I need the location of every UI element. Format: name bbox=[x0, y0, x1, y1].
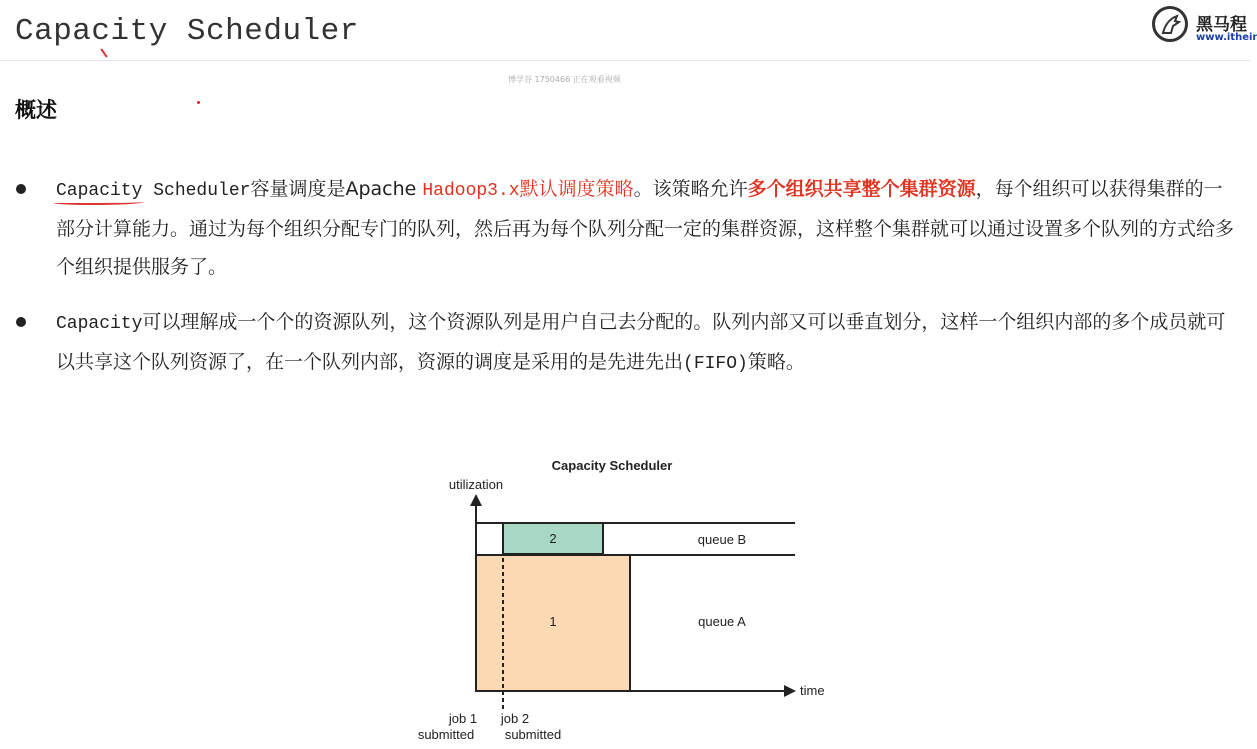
logo-url: www.itheir bbox=[1196, 32, 1257, 43]
job-1-label: 1 bbox=[549, 614, 557, 629]
text-span: 。该策略允许 bbox=[633, 178, 748, 200]
pen-annotation-mark bbox=[100, 48, 107, 57]
text-span: 可以理解成一个个的资源队列，这个资源队列是用户自己去分配的。队列内部又可以垂直划分，这样一个组织内部的多个成员就可以共享这个队列资源了，在一个队列内部，资源的调度是采用的是先进先出 bbox=[56, 311, 1226, 373]
text-span: 策略。 bbox=[747, 351, 805, 373]
section-heading: 概述 bbox=[15, 98, 57, 122]
viewer-watermark: 博学谷 1750466 正在观看视频 bbox=[508, 75, 621, 84]
slide-title: Capacity Scheduler bbox=[15, 14, 359, 49]
text-span: (FIFO) bbox=[683, 354, 748, 374]
horse-logo-icon bbox=[1152, 6, 1188, 42]
brand-logo bbox=[1150, 4, 1257, 48]
text-span: 容量调度是Apache bbox=[250, 178, 423, 200]
hadoop-version-highlight: Hadoop3.x bbox=[422, 181, 520, 201]
y-axis-label: utilization bbox=[448, 477, 504, 492]
capacity-underlined: Capacity bbox=[56, 181, 143, 201]
bullet-paragraph-1 bbox=[56, 170, 1236, 286]
y-axis-arrow bbox=[470, 494, 482, 506]
job-2-event-line2: submitted bbox=[504, 727, 562, 742]
bullet-dot bbox=[16, 317, 26, 327]
default-policy-highlight: 默认调度策略 bbox=[519, 178, 634, 200]
job-1-event-line2: submitted bbox=[417, 727, 475, 742]
queue-a-label: queue A bbox=[698, 614, 746, 629]
x-axis-label: time bbox=[800, 683, 825, 698]
pen-dot-annotation bbox=[197, 101, 200, 104]
logo-text: 黑马程 bbox=[1196, 15, 1247, 35]
capacity-scheduler-diagram bbox=[400, 448, 840, 748]
job-1-event-line1: job 1 bbox=[448, 711, 478, 726]
diagram-title: Capacity Scheduler bbox=[551, 458, 673, 473]
text-span: Capacity bbox=[56, 314, 143, 334]
x-axis-arrow bbox=[784, 685, 796, 697]
key-point-highlight: 多个组织共享整个集群资源 bbox=[747, 178, 976, 200]
header-divider bbox=[0, 60, 1250, 61]
bullet-paragraph-2 bbox=[56, 303, 1236, 383]
text-span: ，每个组织可以获得集群的一部分计算能力。通过为每个组织分配专门的队列，然后再为每个队列分配一定的集群资源，这样整个集群就可以通过设置多个队列的方式给多个组织提供服务了。 bbox=[56, 178, 1235, 278]
bullet-dot bbox=[16, 184, 26, 194]
queue-b-label: queue B bbox=[697, 532, 747, 547]
job-2-event-line1: job 2 bbox=[500, 711, 530, 726]
text-span: Scheduler bbox=[142, 181, 251, 201]
job-2-label: 2 bbox=[549, 531, 557, 546]
